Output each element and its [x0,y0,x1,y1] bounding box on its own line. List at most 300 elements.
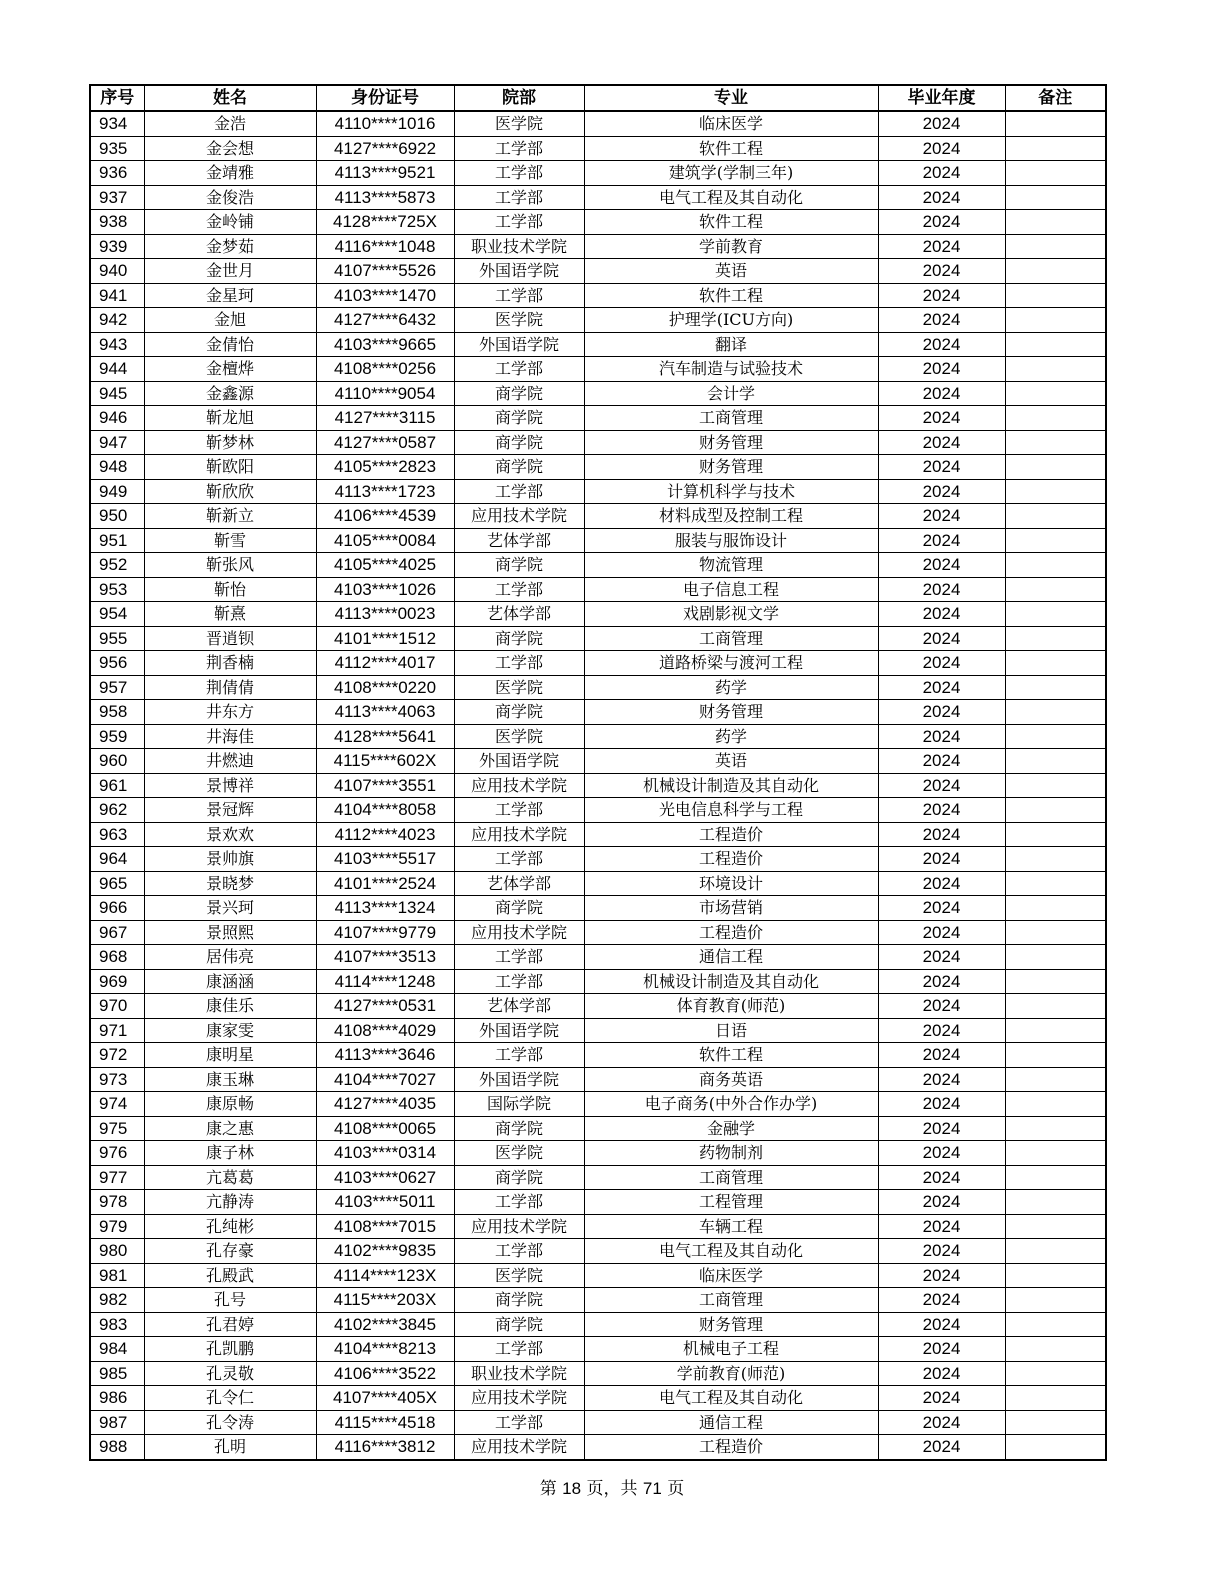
remarks-cell [1005,406,1106,431]
graduation-year-cell: 2024 [878,1263,1005,1288]
major-cell: 药物制剂 [584,1141,878,1166]
remarks-cell [1005,1239,1106,1264]
department-cell: 工学部 [454,847,584,872]
remarks-cell [1005,381,1106,406]
id-number-cell: 4105****2823 [316,455,454,480]
graduation-year-cell: 2024 [878,332,1005,357]
remarks-cell [1005,185,1106,210]
id-number-cell: 4104****7027 [316,1067,454,1092]
remarks-cell [1005,1263,1106,1288]
major-cell: 材料成型及控制工程 [584,504,878,529]
table-row [90,553,1106,578]
major-cell: 光电信息科学与工程 [584,798,878,823]
remarks-cell [1005,577,1106,602]
remarks-cell [1005,210,1106,235]
table-row [90,381,1106,406]
remarks-cell [1005,1165,1106,1190]
table-row [90,896,1106,921]
major-cell: 临床医学 [584,111,878,136]
remarks-cell [1005,1092,1106,1117]
department-cell: 工学部 [454,1043,584,1068]
graduation-year-cell: 2024 [878,994,1005,1019]
department-cell: 工学部 [454,210,584,235]
remarks-cell [1005,994,1106,1019]
name-cell: 金俊浩 [144,185,316,210]
serial-cell: 940 [90,259,144,284]
serial-cell: 953 [90,577,144,602]
serial-cell: 967 [90,920,144,945]
remarks-cell [1005,700,1106,725]
name-cell: 亢葛葛 [144,1165,316,1190]
serial-cell: 972 [90,1043,144,1068]
graduation-year-cell: 2024 [878,871,1005,896]
id-number-cell: 4108****4029 [316,1018,454,1043]
department-cell: 医学院 [454,1141,584,1166]
name-cell: 金世月 [144,259,316,284]
major-cell: 学前教育 [584,234,878,259]
major-cell: 工程造价 [584,920,878,945]
header-id-number: 身份证号 [316,85,454,111]
table-row [90,283,1106,308]
remarks-cell [1005,602,1106,627]
major-cell: 机械设计制造及其自动化 [584,773,878,798]
major-cell: 软件工程 [584,210,878,235]
table-row [90,357,1106,382]
serial-cell: 951 [90,528,144,553]
id-number-cell: 4105****0084 [316,528,454,553]
remarks-cell [1005,773,1106,798]
remarks-cell [1005,455,1106,480]
graduation-year-cell: 2024 [878,602,1005,627]
department-cell: 商学院 [454,381,584,406]
page-footer [0,1474,1224,1499]
graduation-year-cell: 2024 [878,577,1005,602]
id-number-cell: 4103****1026 [316,577,454,602]
name-cell: 靳欣欣 [144,479,316,504]
major-cell: 电气工程及其自动化 [584,1239,878,1264]
department-cell: 工学部 [454,651,584,676]
graduation-year-cell: 2024 [878,259,1005,284]
graduation-year-cell: 2024 [878,1410,1005,1435]
major-cell: 工商管理 [584,1288,878,1313]
id-number-cell: 4104****8058 [316,798,454,823]
remarks-cell [1005,1361,1106,1386]
serial-cell: 973 [90,1067,144,1092]
major-cell: 机械电子工程 [584,1337,878,1362]
id-number-cell: 4127****0531 [316,994,454,1019]
major-cell: 财务管理 [584,430,878,455]
remarks-cell [1005,1116,1106,1141]
remarks-cell [1005,1214,1106,1239]
graduation-year-cell: 2024 [878,210,1005,235]
serial-cell: 976 [90,1141,144,1166]
major-cell: 护理学(ICU方向) [584,308,878,333]
table-row [90,945,1106,970]
table-row [90,749,1106,774]
remarks-cell [1005,1288,1106,1313]
graduation-year-cell: 2024 [878,553,1005,578]
name-cell: 景冠辉 [144,798,316,823]
remarks-cell [1005,234,1106,259]
major-cell: 工商管理 [584,1165,878,1190]
department-cell: 外国语学院 [454,1067,584,1092]
department-cell: 医学院 [454,675,584,700]
id-number-cell: 4113****5873 [316,185,454,210]
serial-cell: 968 [90,945,144,970]
serial-cell: 943 [90,332,144,357]
serial-cell: 965 [90,871,144,896]
major-cell: 物流管理 [584,553,878,578]
department-cell: 医学院 [454,111,584,136]
header-serial: 序号 [90,85,144,111]
name-cell: 康涵涵 [144,969,316,994]
graduation-year-cell: 2024 [878,1361,1005,1386]
name-cell: 孔明 [144,1435,316,1460]
name-cell: 康玉琳 [144,1067,316,1092]
id-number-cell: 4128****5641 [316,724,454,749]
serial-cell: 955 [90,626,144,651]
name-cell: 景兴珂 [144,896,316,921]
remarks-cell [1005,626,1106,651]
remarks-cell [1005,259,1106,284]
graduation-year-cell: 2024 [878,651,1005,676]
name-cell: 康家雯 [144,1018,316,1043]
major-cell: 电子信息工程 [584,577,878,602]
department-cell: 商学院 [454,430,584,455]
footer-current-page: 18 [562,1479,582,1498]
major-cell: 环境设计 [584,871,878,896]
id-number-cell: 4113****4063 [316,700,454,725]
name-cell: 金浩 [144,111,316,136]
department-cell: 工学部 [454,945,584,970]
remarks-cell [1005,1337,1106,1362]
table-row [90,1067,1106,1092]
id-number-cell: 4114****1248 [316,969,454,994]
id-number-cell: 4106****4539 [316,504,454,529]
serial-cell: 986 [90,1386,144,1411]
major-cell: 机械设计制造及其自动化 [584,969,878,994]
table-row [90,136,1106,161]
serial-cell: 961 [90,773,144,798]
table-row [90,675,1106,700]
table-row [90,847,1106,872]
id-number-cell: 4103****5517 [316,847,454,872]
serial-cell: 944 [90,357,144,382]
graduation-year-cell: 2024 [878,161,1005,186]
remarks-cell [1005,798,1106,823]
serial-cell: 970 [90,994,144,1019]
department-cell: 商学院 [454,406,584,431]
table-row [90,1190,1106,1215]
department-cell: 工学部 [454,577,584,602]
major-cell: 软件工程 [584,283,878,308]
name-cell: 金鑫源 [144,381,316,406]
id-number-cell: 4107****9779 [316,920,454,945]
id-number-cell: 4103****5011 [316,1190,454,1215]
id-number-cell: 4115****4518 [316,1410,454,1435]
id-number-cell: 4116****1048 [316,234,454,259]
major-cell: 药学 [584,724,878,749]
remarks-cell [1005,1018,1106,1043]
header-graduation-year: 毕业年度 [878,85,1005,111]
major-cell: 财务管理 [584,700,878,725]
major-cell: 建筑学(学制三年) [584,161,878,186]
table-row [90,161,1106,186]
major-cell: 体育教育(师范) [584,994,878,1019]
major-cell: 工程造价 [584,822,878,847]
serial-cell: 980 [90,1239,144,1264]
remarks-cell [1005,528,1106,553]
id-number-cell: 4104****8213 [316,1337,454,1362]
major-cell: 翻译 [584,332,878,357]
name-cell: 井海佳 [144,724,316,749]
graduation-year-cell: 2024 [878,234,1005,259]
name-cell: 景照熙 [144,920,316,945]
table-row [90,1386,1106,1411]
id-number-cell: 4127****4035 [316,1092,454,1117]
major-cell: 日语 [584,1018,878,1043]
department-cell: 应用技术学院 [454,504,584,529]
serial-cell: 971 [90,1018,144,1043]
table-row [90,406,1106,431]
major-cell: 电气工程及其自动化 [584,1386,878,1411]
id-number-cell: 4113****1324 [316,896,454,921]
id-number-cell: 4101****2524 [316,871,454,896]
table-row [90,210,1106,235]
remarks-cell [1005,111,1106,136]
department-cell: 外国语学院 [454,749,584,774]
id-number-cell: 4103****0314 [316,1141,454,1166]
name-cell: 金梦茹 [144,234,316,259]
id-number-cell: 4102****9835 [316,1239,454,1264]
serial-cell: 981 [90,1263,144,1288]
graduation-year-cell: 2024 [878,1141,1005,1166]
graduation-year-cell: 2024 [878,1043,1005,1068]
department-cell: 外国语学院 [454,332,584,357]
name-cell: 靳怡 [144,577,316,602]
name-cell: 景博祥 [144,773,316,798]
name-cell: 孔存豪 [144,1239,316,1264]
graduation-year-cell: 2024 [878,945,1005,970]
table-row [90,455,1106,480]
id-number-cell: 4101****1512 [316,626,454,651]
remarks-cell [1005,357,1106,382]
table-header [90,85,1106,111]
name-cell: 康之惠 [144,1116,316,1141]
department-cell: 应用技术学院 [454,822,584,847]
major-cell: 通信工程 [584,1410,878,1435]
serial-cell: 983 [90,1312,144,1337]
graduation-year-cell: 2024 [878,724,1005,749]
header-row [90,85,1106,111]
department-cell: 应用技术学院 [454,773,584,798]
department-cell: 商学院 [454,896,584,921]
graduation-year-cell: 2024 [878,308,1005,333]
department-cell: 商学院 [454,1288,584,1313]
remarks-cell [1005,1410,1106,1435]
graduation-year-cell: 2024 [878,1116,1005,1141]
name-cell: 景欢欢 [144,822,316,847]
serial-cell: 945 [90,381,144,406]
serial-cell: 979 [90,1214,144,1239]
graduation-year-cell: 2024 [878,430,1005,455]
department-cell: 外国语学院 [454,259,584,284]
department-cell: 外国语学院 [454,1018,584,1043]
id-number-cell: 4108****7015 [316,1214,454,1239]
serial-cell: 934 [90,111,144,136]
footer-total-pages: 71 [642,1479,662,1498]
id-number-cell: 4108****0065 [316,1116,454,1141]
serial-cell: 956 [90,651,144,676]
remarks-cell [1005,136,1106,161]
name-cell: 金旭 [144,308,316,333]
serial-cell: 958 [90,700,144,725]
graduation-year-cell: 2024 [878,847,1005,872]
graduation-year-cell: 2024 [878,896,1005,921]
name-cell: 康子林 [144,1141,316,1166]
serial-cell: 937 [90,185,144,210]
serial-cell: 964 [90,847,144,872]
remarks-cell [1005,1067,1106,1092]
table-row [90,1116,1106,1141]
name-cell: 孔殿武 [144,1263,316,1288]
table-row [90,1288,1106,1313]
id-number-cell: 4127****3115 [316,406,454,431]
header-major: 专业 [584,85,878,111]
serial-cell: 960 [90,749,144,774]
major-cell: 软件工程 [584,1043,878,1068]
id-number-cell: 4127****6922 [316,136,454,161]
serial-cell: 935 [90,136,144,161]
department-cell: 医学院 [454,724,584,749]
name-cell: 居伟亮 [144,945,316,970]
graduation-year-cell: 2024 [878,1214,1005,1239]
department-cell: 工学部 [454,1190,584,1215]
department-cell: 工学部 [454,1337,584,1362]
name-cell: 孔凯鹏 [144,1337,316,1362]
name-cell: 孔君婷 [144,1312,316,1337]
header-name: 姓名 [144,85,316,111]
id-number-cell: 4115****203X [316,1288,454,1313]
id-number-cell: 4103****0627 [316,1165,454,1190]
table-row [90,1043,1106,1068]
remarks-cell [1005,504,1106,529]
table-row [90,724,1106,749]
id-number-cell: 4112****4017 [316,651,454,676]
id-number-cell: 4105****4025 [316,553,454,578]
remarks-cell [1005,1141,1106,1166]
serial-cell: 975 [90,1116,144,1141]
graduation-year-cell: 2024 [878,798,1005,823]
remarks-cell [1005,871,1106,896]
table-row [90,479,1106,504]
department-cell: 职业技术学院 [454,1361,584,1386]
department-cell: 职业技术学院 [454,234,584,259]
id-number-cell: 4112****4023 [316,822,454,847]
table-row [90,822,1106,847]
major-cell: 市场营销 [584,896,878,921]
id-number-cell: 4128****725X [316,210,454,235]
major-cell: 工程造价 [584,1435,878,1460]
name-cell: 靳张风 [144,553,316,578]
major-cell: 软件工程 [584,136,878,161]
table-row [90,185,1106,210]
footer-suffix: 页 [667,1479,685,1499]
remarks-cell [1005,283,1106,308]
name-cell: 靳新立 [144,504,316,529]
major-cell: 会计学 [584,381,878,406]
serial-cell: 959 [90,724,144,749]
id-number-cell: 4113****9521 [316,161,454,186]
graduation-year-cell: 2024 [878,1337,1005,1362]
table-row [90,1018,1106,1043]
id-number-cell: 4110****1016 [316,111,454,136]
serial-cell: 985 [90,1361,144,1386]
name-cell: 金星珂 [144,283,316,308]
id-number-cell: 4108****0256 [316,357,454,382]
id-number-cell: 4106****3522 [316,1361,454,1386]
remarks-cell [1005,896,1106,921]
graduation-year-cell: 2024 [878,626,1005,651]
remarks-cell [1005,724,1106,749]
graduation-year-cell: 2024 [878,504,1005,529]
major-cell: 戏剧影视文学 [584,602,878,627]
serial-cell: 978 [90,1190,144,1215]
department-cell: 应用技术学院 [454,1386,584,1411]
student-list-table [89,84,1107,1461]
id-number-cell: 4103****1470 [316,283,454,308]
remarks-cell [1005,945,1106,970]
table-row [90,1435,1106,1460]
graduation-year-cell: 2024 [878,700,1005,725]
remarks-cell [1005,308,1106,333]
serial-cell: 941 [90,283,144,308]
id-number-cell: 4115****602X [316,749,454,774]
table-row [90,773,1106,798]
department-cell: 工学部 [454,185,584,210]
table-row [90,1361,1106,1386]
department-cell: 应用技术学院 [454,1435,584,1460]
remarks-cell [1005,430,1106,455]
serial-cell: 988 [90,1435,144,1460]
table-row [90,308,1106,333]
graduation-year-cell: 2024 [878,381,1005,406]
table-row [90,1312,1106,1337]
major-cell: 商务英语 [584,1067,878,1092]
serial-cell: 982 [90,1288,144,1313]
graduation-year-cell: 2024 [878,185,1005,210]
table-row [90,234,1106,259]
name-cell: 靳熹 [144,602,316,627]
remarks-cell [1005,1386,1106,1411]
graduation-year-cell: 2024 [878,406,1005,431]
name-cell: 康佳乐 [144,994,316,1019]
table-row [90,1239,1106,1264]
name-cell: 靳欧阳 [144,455,316,480]
graduation-year-cell: 2024 [878,357,1005,382]
graduation-year-cell: 2024 [878,1312,1005,1337]
name-cell: 金倩怡 [144,332,316,357]
id-number-cell: 4114****123X [316,1263,454,1288]
table-row [90,430,1106,455]
table-row [90,1092,1106,1117]
department-cell: 艺体学部 [454,994,584,1019]
remarks-cell [1005,749,1106,774]
department-cell: 医学院 [454,308,584,333]
major-cell: 英语 [584,259,878,284]
name-cell: 金岭铺 [144,210,316,235]
id-number-cell: 4107****5526 [316,259,454,284]
